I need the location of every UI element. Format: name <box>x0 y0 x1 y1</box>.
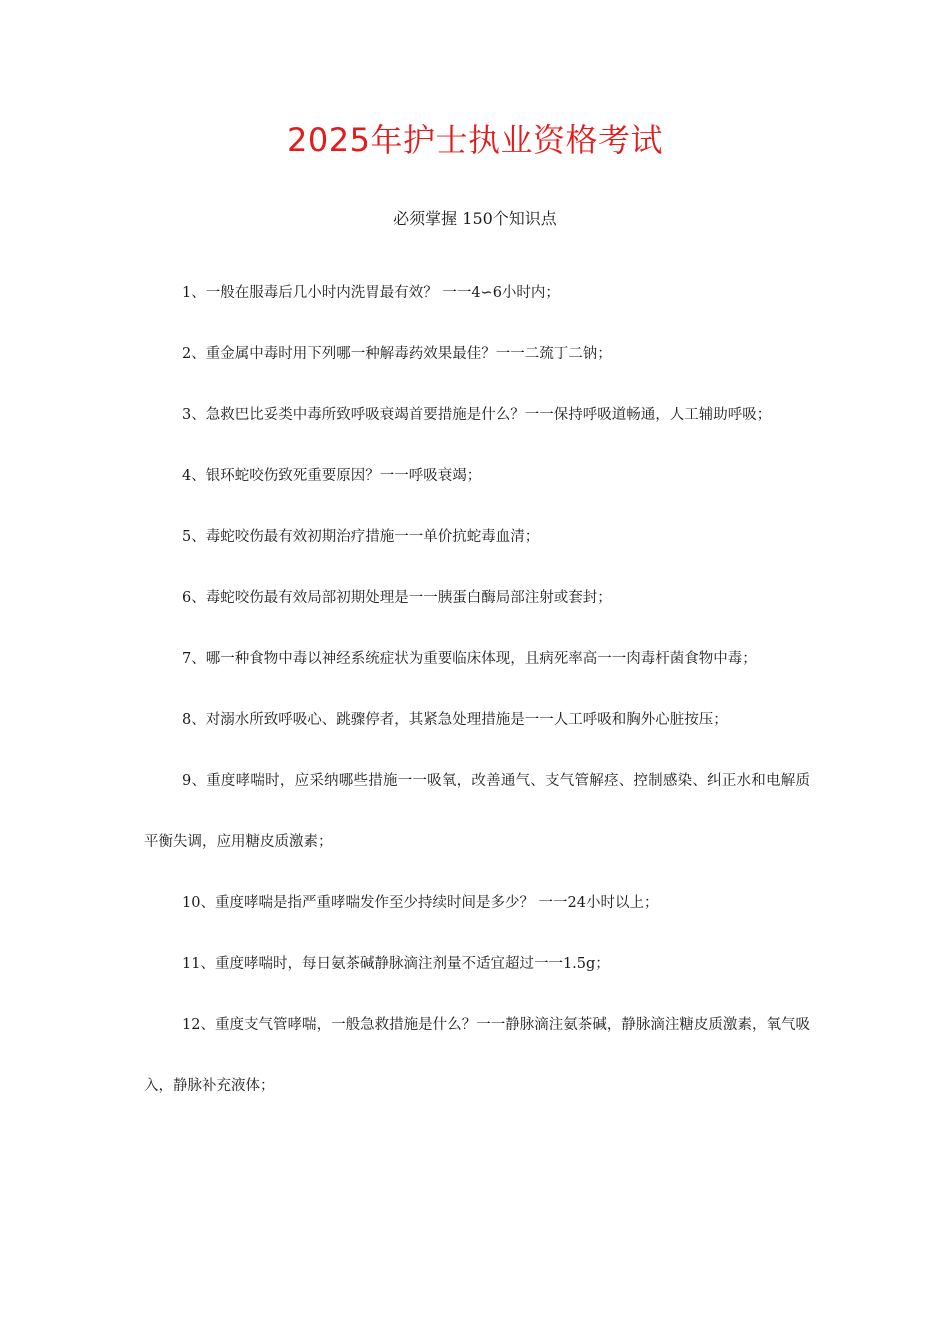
list-item <box>144 690 810 751</box>
list-item <box>144 629 810 690</box>
list-item <box>144 263 810 324</box>
item-text: 12、重度支气管哮喘，一般急救措施是什么？一一静脉滴注氨茶碱，静脉滴注糖皮质激素，氧气吸入，静脉补充液体； <box>144 1017 810 1094</box>
list-item <box>144 507 810 568</box>
list-item <box>144 934 810 995</box>
item-text: 10、重度哮喘是指严重哮喘发作至少持续时间是多少？ 一一24小时以上； <box>182 895 659 911</box>
item-text: 7、哪一种食物中毒以神经系统症状为重要临床体现，且病死率高一一肉毒杆菌食物中毒； <box>182 651 757 667</box>
list-item <box>144 751 810 873</box>
item-text: 6、毒蛇咬伤最有效局部初期处理是一一胰蛋白酶局部注射或套封； <box>182 590 612 606</box>
list-item <box>144 995 810 1117</box>
item-text: 5、毒蛇咬伤最有效初期治疗措施一一单价抗蛇毒血清； <box>182 529 540 545</box>
item-text: 4、银环蛇咬伤致死重要原因？一一呼吸衰竭； <box>182 468 482 484</box>
item-text: 9、重度哮喘时，应采纳哪些措施一一吸氧，改善通气、支气管解痉、控制感染、纠正水和电解质平衡失调，应用糖皮质激素； <box>144 773 810 850</box>
list-item <box>144 324 810 385</box>
item-text: 1、一般在服毒后几小时内洗胃最有效？ 一一4∽6小时内； <box>182 285 560 301</box>
list-item <box>144 385 810 446</box>
list-item <box>144 446 810 507</box>
page-subtitle: 必须掌握 150个知识点 <box>393 209 557 228</box>
item-text: 11、重度哮喘时，每日氨茶碱静脉滴注剂量不适宜超过一一1.5g； <box>182 956 610 972</box>
list-item <box>144 568 810 629</box>
page-title: 2025年护士执业资格考试 <box>287 121 663 159</box>
knowledge-point-list <box>144 263 810 1117</box>
item-text: 3、急救巴比妥类中毒所致呼吸衰竭首要措施是什么？一一保持呼吸道畅通，人工辅助呼吸； <box>182 407 772 423</box>
list-item <box>144 873 810 934</box>
item-text: 8、对溺水所致呼吸心、跳骤停者，其紧急处理措施是一一人工呼吸和胸外心脏按压； <box>182 712 728 728</box>
item-text: 2、重金属中毒时用下列哪一种解毒药效果最佳？一一二巯丁二钠； <box>182 346 612 362</box>
